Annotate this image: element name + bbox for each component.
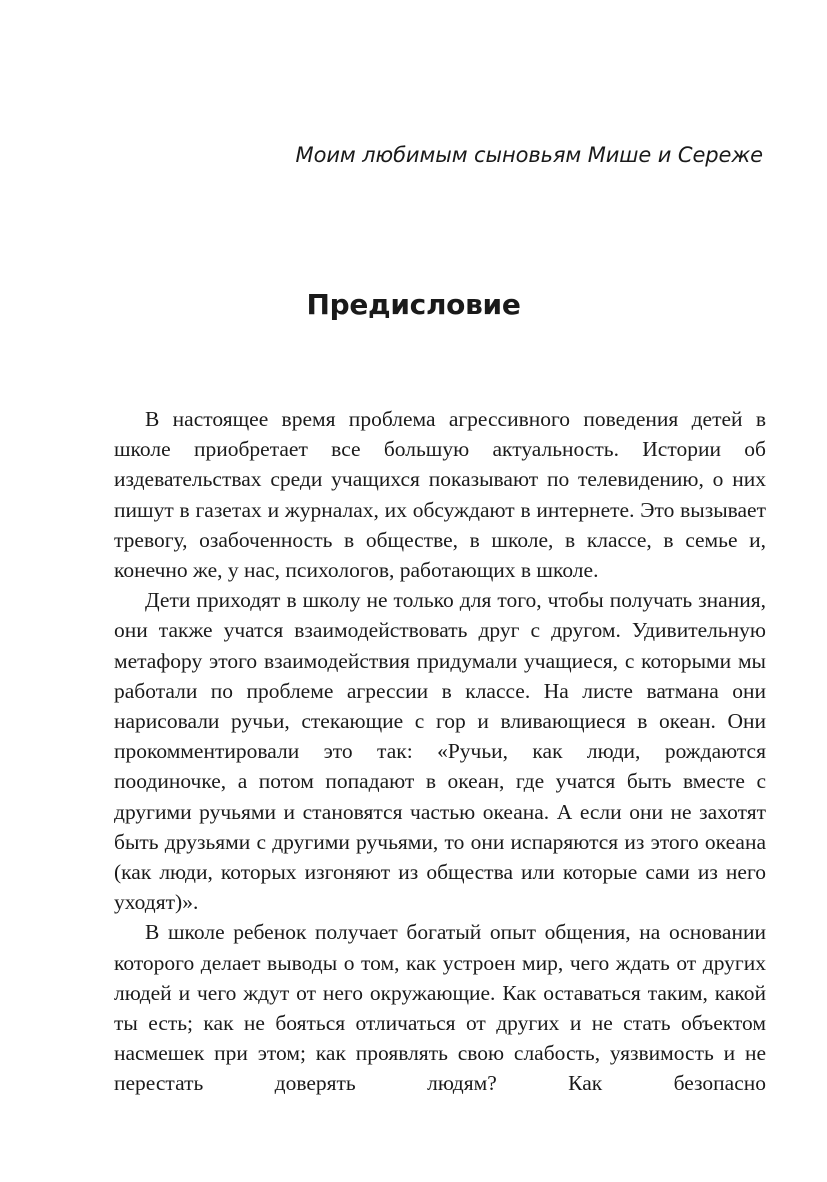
dedication: Моим любимым сыновьям Мише и Сереже — [295, 143, 763, 167]
paragraph-3: В школе ребенок получает богатый опыт общения, на основании которого делает выводы о том, как устроен мир, чего ждать от других людей и чего ждут от него окружающие. Как оставаться таким, какой ты есть; как не бояться отличаться от других и не стать объектом насмешек при этом; как проявлять свою слабость, уязвимость и не перестать доверять людям? Как безопасно — [114, 920, 766, 1096]
paragraph-1: В настоящее время проблема агрессивного поведения детей в школе приобретает все большую актуальность. Истории об издевательствах среди учащихся показывают по телевидению, о них пишут в газетах и журналах, их обсуждают в интернете. Это вызывает тревогу, озабоченность в обществе, в школе, в классе, в семье и, конечно же, у нас, психологов, работающих в школе. — [114, 407, 766, 583]
paragraph-2: Дети приходят в школу не только для того, чтобы получать знания, они также учатся взаимодействовать друг с другом. Удивительную метафору этого взаимодействия придумали учащиеся, с которыми мы работали по проблеме агрессии в классе. На листе ватмана они нарисовали ручьи, стекающие с гор и вливающиеся в океан. Они прокомментировали это так: «Ручьи, как люди, рождаются поодиночке, а потом попадают в океан, где учатся быть вместе с другими ручьями и становятся частью океана. А если они не захотят быть друзьями с другими ручьями, то они испаряются из этого океана (как люди, которых изгоняют из общества или которые сами из него уходят)». — [114, 588, 766, 915]
page-title: Предисловие — [306, 288, 521, 321]
body-text — [114, 404, 766, 1099]
